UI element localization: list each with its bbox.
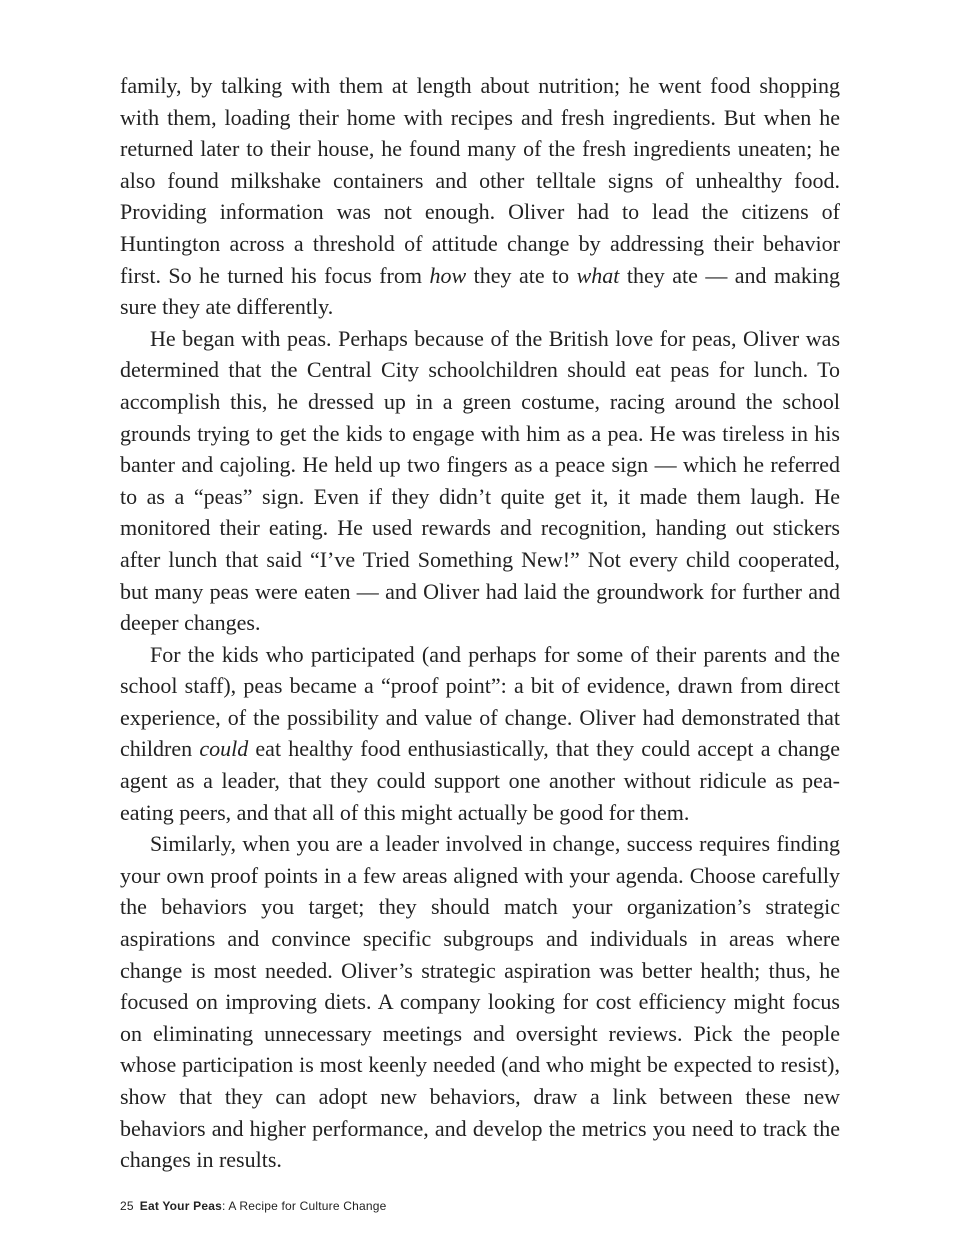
- emphasis-text: how: [429, 262, 467, 288]
- page-footer: [120, 1199, 387, 1213]
- text-segment: eat healthy food enthusiastically, that they could accept a change agent as a leader, that they could support one another without ridicule as pea-eating peers, and that all of this might actually be good for them.: [120, 736, 840, 825]
- paragraph: [120, 639, 840, 829]
- paragraph: [120, 70, 840, 323]
- paragraph: [120, 828, 840, 1176]
- text-segment: they ate — and making sure they ate differently.: [120, 262, 840, 320]
- text-segment: family, by talking with them at length about nutrition; he went food shopping with them, loading their home with recipes and fresh ingredients. But when he returned later to their house, he found many of the fresh ingredients uneaten; he also found milkshake containers and other telltale signs of unhealthy food. Providing information was not enough. Oliver had to lead the citizens of Huntington across a threshold of attitude change by addressing their behavior first. So he turned his focus from: [120, 73, 840, 288]
- emphasis-text: what: [576, 262, 620, 288]
- paragraph: [120, 323, 840, 639]
- text-segment: Similarly, when you are a leader involved in change, success requires finding your own proof points in a few areas aligned with your agenda. Choose carefully the behaviors you target; they should match your organization’s strategic aspirations and convince specific subgroups and individuals in areas where change is most needed. Oliver’s strategic aspiration was better health; thus, he focused on improving diets. A company looking for cost efficiency might focus on eliminating unnecessary meetings and oversight reviews. Pick the people whose participation is most keenly needed (and who might be expected to resist), show that they can adopt new behaviors, draw a link between these new behaviors and higher performance, and develop the metrics you need to track the changes in results.: [120, 831, 840, 1173]
- text-segment: He began with peas. Perhaps because of the British love for peas, Oliver was determined that the Central City schoolchildren should eat peas for lunch. To accomplish this, he dressed up in a green costume, racing around the school grounds trying to get the kids to engage with him as a pea. He was tireless in his banter and cajoling. He held up two fingers as a peace sign — which he referred to as a “peas” sign. Even if they didn’t quite get it, it made them laugh. He monitored their eating. He used rewards and recognition, handing out stickers after lunch that said “I’ve Tried Something New!” Not every child cooperated, but many peas were eaten — and Oliver had laid the groundwork for further and deeper changes.: [120, 325, 840, 636]
- book-title: Eat Your Peas: [139, 1199, 222, 1213]
- book-subtitle: : A Recipe for Culture Change: [221, 1199, 387, 1213]
- text-segment: they ate to: [466, 262, 577, 288]
- page-number: 25: [120, 1199, 134, 1213]
- emphasis-text: could: [199, 736, 249, 762]
- body-text: [120, 70, 840, 1176]
- text-segment: For the kids who participated (and perhaps for some of their parents and the school staff), peas became a “proof point”: a bit of evidence, drawn from direct experience, of the possibility and value of change. Oliver had demonstrated that children: [120, 641, 840, 762]
